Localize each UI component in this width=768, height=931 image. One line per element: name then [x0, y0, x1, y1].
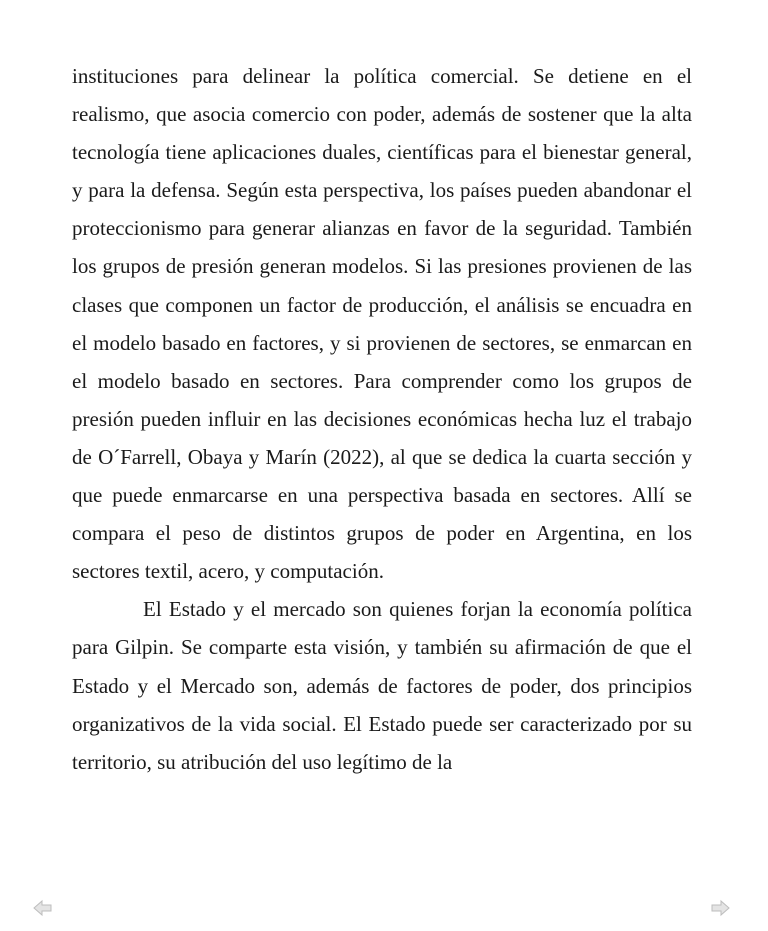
paragraph: instituciones para delinear la política comercial. Se detiene en el realismo, que asocia comercio con poder, además de sostener que la alta tecnología tiene aplicaciones duales, científicas para el bienestar general, y para la defensa. Según esta perspectiva, los países pueden abandonar el proteccionismo para generar alianzas en favor de la seguridad. También los grupos de presión generan modelos. Si las presiones provienen de las clases que componen un factor de producción, el análisis se encuadra en el modelo basado en factores, y si provienen de sectores, se enmarcan en el modelo basado en sectores. Para comprender como los grupos de presión pueden influir en las decisiones económicas hecha luz el trabajo de O´Farrell, Obaya y Marín (2022), al que se dedica la cuarta sección y que puede enmarcarse en una perspectiva basada en sectores. Allí se compara el peso de distintos grupos de poder en Argentina, en los sectores textil, acero, y computación.: [72, 64, 692, 584]
document-page: [72, 57, 692, 781]
arrow-left-icon: [33, 898, 53, 918]
previous-page-button[interactable]: [33, 898, 53, 918]
next-page-button[interactable]: [710, 898, 730, 918]
arrow-right-icon: [710, 898, 730, 918]
paragraph-indented: El Estado y el mercado son quienes forjan la economía política para Gilpin. Se comparte esta visión, y también su afirmación de que el Estado y el Mercado son, además de factores de poder, dos principios organizativos de la vida social. El Estado puede ser caracterizado por su territorio, su atribución del uso legítimo de la: [72, 597, 692, 774]
